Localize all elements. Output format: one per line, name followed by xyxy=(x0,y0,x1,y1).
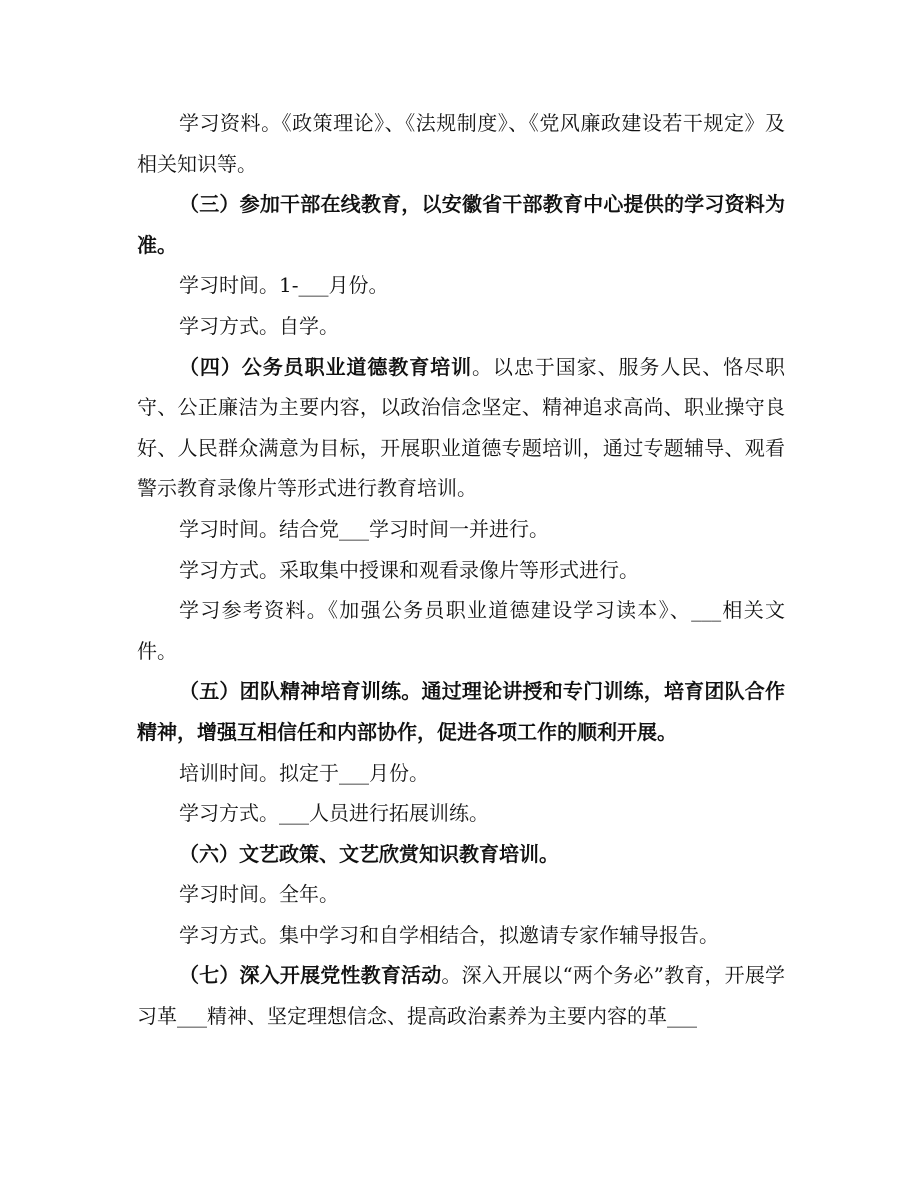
text-span: 学习方式。采取集中授课和观看录像片等形式进行。 xyxy=(179,557,639,582)
document-body xyxy=(137,103,785,1037)
text-span: 学习方式。___人员进行拓展训练。 xyxy=(179,801,489,826)
text-span: 学习时间。结合党___学习时间一并进行。 xyxy=(179,516,549,541)
text-span: 学习方式。自学。 xyxy=(179,313,339,338)
paragraph-ethics-training xyxy=(137,347,785,509)
paragraph-study-method-4 xyxy=(137,915,785,956)
text-span: 学习参考资料。《加强公务员职业道德建设学习读本》、___相关文件。 xyxy=(137,598,785,663)
paragraph-study-method-2 xyxy=(137,550,785,591)
paragraph-training-time xyxy=(137,753,785,794)
paragraph-study-time-2 xyxy=(137,509,785,550)
text-span: （六）文艺政策、文艺欣赏知识教育培训。 xyxy=(179,841,559,866)
text-span: 学习方式。集中学习和自学相结合，拟邀请专家作辅导报告。 xyxy=(179,922,719,947)
paragraph-study-time-3 xyxy=(137,874,785,915)
text-span: （四）公务员职业道德教育培训 xyxy=(179,354,472,379)
text-span: 。以忠于国家、服务人民、恪尽职守、公正廉洁为主要内容，以政治信念坚定、精神追求高尚、职业操守良好、人民群众满意为目标，开展职业道德专题培训，通过专题辅导、观看警示教育录像片等形式进行教育培训。 xyxy=(137,354,785,501)
paragraph-study-materials xyxy=(137,103,785,184)
heading-arts-policy xyxy=(137,834,785,875)
paragraph-party-education xyxy=(137,955,785,1036)
paragraph-study-method-1 xyxy=(137,306,785,347)
paragraph-study-time-1 xyxy=(137,265,785,306)
text-span: 学习资料。《政策理论》、《法规制度》、《党风廉政建设若干规定》及相关知识等。 xyxy=(137,111,785,176)
paragraph-study-method-3 xyxy=(137,793,785,834)
text-span: （五）团队精神培育训练。通过理论讲授和专门训练，培育团队合作精神，增强互相信任和内部协作，促进各项工作的顺利开展。 xyxy=(137,679,785,744)
text-span: （七）深入开展党性教育活动 xyxy=(179,963,442,988)
text-span: 。深入开展以“两个务必”教育，开展学习革___精神、坚定理想信念、提高政治素养为主要内容的革___ xyxy=(137,963,785,1029)
paragraph-reference-materials xyxy=(137,590,785,671)
text-span: 学习时间。全年。 xyxy=(179,882,339,907)
heading-team-spirit xyxy=(137,671,785,752)
text-span: 学习时间。1-___月份。 xyxy=(179,273,389,298)
text-span: 培训时间。拟定于___月份。 xyxy=(179,760,429,785)
text-span: （三）参加干部在线教育，以安徽省干部教育中心提供的学习资料为准。 xyxy=(137,192,785,257)
heading-online-education xyxy=(137,184,785,265)
